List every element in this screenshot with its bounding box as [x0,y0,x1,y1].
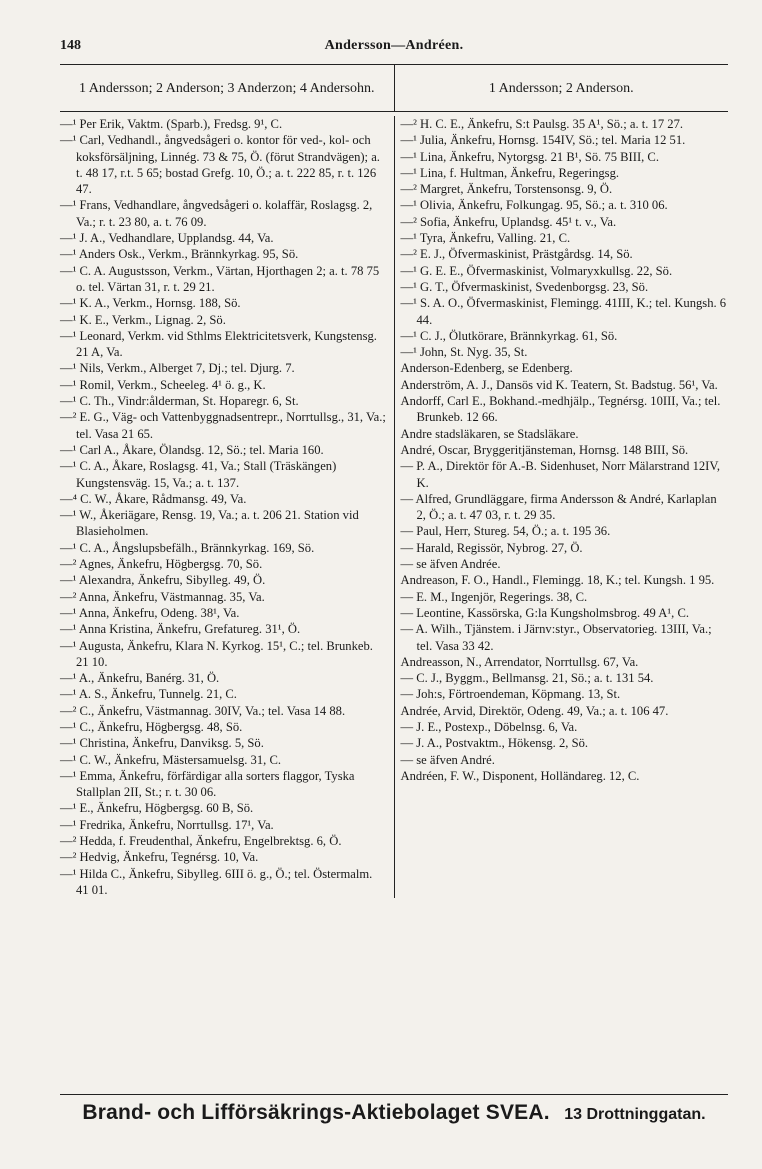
right-column-heading: 1 Andersson; 2 Anderson. [488,80,634,96]
directory-entry: —¹ S. A. O., Öfvermaskinist, Flemingg. 41III, K.; tel. Kungsh. 6 44. [400,296,727,327]
left-column-heading: 1 Andersson; 2 Anderson; 3 Anderzon; 4 Andersohn. [60,65,395,111]
directory-entry: —¹ C. A., Åkare, Roslagsg. 41, Va.; Stall (Träskängen) Kungstensväg. 15, Va.; a. t. 137. [60,459,337,490]
left-column [60,116,395,898]
directory-entry: André, Oscar, Bryggeritjänsteman, Hornsg. 148 BIII, Sö. [400,442,689,457]
directory-page [60,38,728,898]
directory-entry: Andorff, Carl E., Bokhand.-medhjälp., Tegnérsg. 10III, Va.; tel. Brunkeb. 12 66. [400,394,721,425]
directory-entry: — C. J., Byggm., Bellmansg. 21, Sö.; a. t. 131 54. [400,671,654,686]
directory-entry: —¹ K. E., Verkm., Lignag. 2, Sö. [60,312,226,327]
directory-entry: — Joh:s, Förtroendeman, Köpmang. 13, St. [400,687,621,702]
directory-entry: —² E. G., Väg- och Vattenbyggnadsentrepr., Norrtullsg., 31, Va.; tel. Vasa 21 65. [60,410,386,441]
directory-entry: —¹ C. A., Ångslupsbefälh., Brännkyrkag. 169, Sö. [60,540,315,555]
directory-entry: —¹ A., Änkefru, Banérg. 31, Ö. [60,671,220,686]
directory-entry: —¹ Lina, f. Hultman, Änkefru, Regeringsg. [400,165,620,180]
directory-entry: —¹ Fredrika, Änkefru, Norrtullsg. 17¹, Va. [60,817,274,832]
directory-entry: —¹ Augusta, Änkefru, Klara N. Kyrkog. 15¹, C.; tel. Brunkeb. 21 10. [60,638,373,669]
directory-entry: —¹ Anna, Änkefru, Odeng. 38¹, Va. [60,605,240,620]
directory-columns [60,116,728,898]
directory-entry: — Alfred, Grundläggare, firma Andersson & André, Karlaplan 2, Ö.; a. t. 47 03, r. t. 29 35. [400,491,717,523]
directory-entry: — P. A., Direktör för A.-B. Sidenhuset, Norr Mälarstrand 12IV, K. [400,459,720,490]
directory-entry: —¹ G. T., Öfvermaskinist, Svedenborgsg. 23, Sö. [400,279,649,294]
directory-entry: —² C., Änkefru, Västmannag. 30IV, Va.; tel. Vasa 14 88. [60,703,346,718]
directory-entry: —¹ Olivia, Änkefru, Folkungag. 95, Sö.; a. t. 310 06. [400,198,668,213]
directory-entry: —⁴ C. W., Åkare, Rådmansg. 49, Va. [60,491,247,506]
right-column [395,116,729,898]
directory-entry: —² Agnes, Änkefru, Högbergsg. 70, Sö. [60,557,263,572]
directory-entry: —¹ Romil, Verkm., Scheeleg. 4¹ ö. g., K. [60,377,266,392]
directory-entry: —¹ A. S., Änkefru, Tunnelg. 21, C. [60,687,237,702]
directory-entry: —¹ Carl, Vedhandl., ångvedsågeri o. kontor för ved-, kol- och koksförsäljning, Linnég. 73 & 75, Ö. (förut Strandvägen); a. t. 48 17, r.t. 5 65; bostad Grefg. 10, Ö.; a. t. 222 85, r. t. 126 47. [60,133,380,197]
directory-entry: Andrée, Arvid, Direktör, Odeng. 49, Va.; a. t. 106 47. [400,703,669,718]
directory-entry: —¹ Anders Osk., Verkm., Brännkyrkag. 95, Sö. [60,247,299,262]
directory-entry: —¹ Julia, Änkefru, Hornsg. 154IV, Sö.; tel. Maria 12 51. [400,133,686,148]
directory-entry: —¹ Tyra, Änkefru, Valling. 21, C. [400,231,571,246]
directory-entry: —¹ C. J., Ölutkörare, Brännkyrkag. 61, Sö. [400,328,618,343]
directory-entry: —² E. J., Öfvermaskinist, Prästgårdsg. 14, Sö. [400,247,633,262]
directory-entry: — E. M., Ingenjör, Regerings. 38, C. [400,589,588,604]
directory-entry: Andreasson, N., Arrendator, Norrtullsg. 67, Va. [400,654,639,669]
directory-entry: Anderström, A. J., Dansös vid K. Teatern, St. Badstug. 56¹, Va. [400,377,718,392]
running-title: Andersson—Andréen. [324,38,464,53]
directory-entry: — J. A., Postvaktm., Hökensg. 2, Sö. [400,736,589,751]
directory-entry: —¹ Anna Kristina, Änkefru, Grefatureg. 31¹, Ö. [60,622,301,637]
page-header [60,38,728,64]
directory-entry: Andre stadsläkaren, se Stadsläkare. [400,426,579,441]
directory-entry: —¹ Alexandra, Änkefru, Sibylleg. 49, Ö. [60,573,266,588]
directory-entry: — Harald, Regissör, Nybrog. 27, Ö. [400,540,583,555]
directory-entry: —¹ Carl A., Åkare, Ölandsg. 12, Sö.; tel. Maria 160. [60,442,324,457]
directory-entry: — A. Wilh., Tjänstem. i Järnv:styr., Observatorieg. 13III, Va.; tel. Vasa 33 42. [400,622,712,653]
directory-entry: — se äfven André. [400,752,495,767]
advert-footer [60,1094,728,1125]
advert-text: Brand- och Lifförsäkrings-Aktiebolaget SVEA. [82,1101,550,1124]
directory-entry: Andréen, F. W., Disponent, Holländareg. 12, C. [400,768,640,783]
directory-entry: —² Margret, Änkefru, Torstensonsg. 9, Ö. [400,182,613,197]
directory-entry: —¹ C. W., Änkefru, Mästersamuelsg. 31, C. [60,752,281,767]
directory-entry: —¹ J. A., Vedhandlare, Upplandsg. 44, Va. [60,231,274,246]
directory-entry: —² Anna, Änkefru, Västmannag. 35, Va. [60,589,265,604]
directory-entry: — J. E., Postexp., Döbelnsg. 6, Va. [400,719,578,734]
directory-entry: —¹ Christina, Änkefru, Danviksg. 5, Sö. [60,736,264,751]
directory-entry: —¹ Hilda C., Änkefru, Sibylleg. 6III ö. g., Ö.; tel. Östermalm. 41 01. [60,866,373,897]
directory-entry: —¹ Per Erik, Vaktm. (Sparb.), Fredsg. 9¹, C. [60,117,283,131]
directory-entry: —¹ Emma, Änkefru, förfärdigar alla sorters flaggor, Tyska Stallplan 2II, St.; r. t. 30 06. [60,768,355,800]
directory-entry: —¹ C. Th., Vindr:ålderman, St. Hoparegr. 6, St. [60,394,299,409]
directory-entry: —² Sofia, Änkefru, Uplandsg. 45¹ t. v., Va. [400,214,617,229]
directory-entry: —¹ C., Änkefru, Högbergsg. 48, Sö. [60,719,243,734]
directory-entry: — Leontine, Kassörska, G:la Kungsholmsbrog. 49 A¹, C. [400,605,690,620]
directory-entry: — se äfven Andrée. [400,557,501,572]
directory-entry: Anderson-Edenberg, se Edenberg. [400,361,573,376]
directory-entry: —¹ Leonard, Verkm. vid Sthlms Elektricitetsverk, Kungstensg. 21 A, Va. [60,328,377,360]
directory-entry: —¹ Nils, Verkm., Alberget 7, Dj.; tel. Djurg. 7. [60,361,295,376]
directory-entry: —¹ John, St. Nyg. 35, St. [400,345,528,360]
column-headings [60,64,728,112]
directory-entry: —² H. C. E., Änkefru, S:t Paulsg. 35 A¹, Sö.; a. t. 17 27. [400,117,684,131]
advert-address: 13 Drottninggatan. [564,1106,706,1123]
directory-entry: —² Hedvig, Änkefru, Tegnérsg. 10, Va. [60,850,259,865]
directory-entry: —¹ K. A., Verkm., Hornsg. 188, Sö. [60,296,241,311]
page-number: 148 [60,38,81,53]
directory-entry: —¹ Frans, Vedhandlare, ångvedsågeri o. kolaffär, Roslagsg. 2, Va.; r. t. 23 80, a. t. 76 09. [60,198,373,229]
directory-entry: Andreason, F. O., Handl., Flemingg. 18, K.; tel. Kungsh. 1 95. [400,573,715,588]
directory-entry: —² Hedda, f. Freudenthal, Änkefru, Engelbrektsg. 6, Ö. [60,834,342,849]
directory-entry: —¹ Lina, Änkefru, Nytorgsg. 21 B¹, Sö. 75 BIII, C. [400,149,659,164]
directory-entry: —¹ W., Åkeriägare, Rensg. 19, Va.; a. t. 206 21. Station vid Blasieholmen. [60,508,359,539]
directory-entry: —¹ G. E. E., Öfvermaskinist, Volmaryxkullsg. 22, Sö. [400,263,673,278]
directory-entry: —¹ E., Änkefru, Högbergsg. 60 B, Sö. [60,801,254,816]
directory-entry: — Paul, Herr, Stureg. 54, Ö.; a. t. 195 36. [400,524,611,539]
directory-entry: —¹ C. A. Augustsson, Verkm., Värtan, Hjorthagen 2; a. t. 78 75 o. tel. Värtan 31, r. t. 29 21. [60,263,380,294]
